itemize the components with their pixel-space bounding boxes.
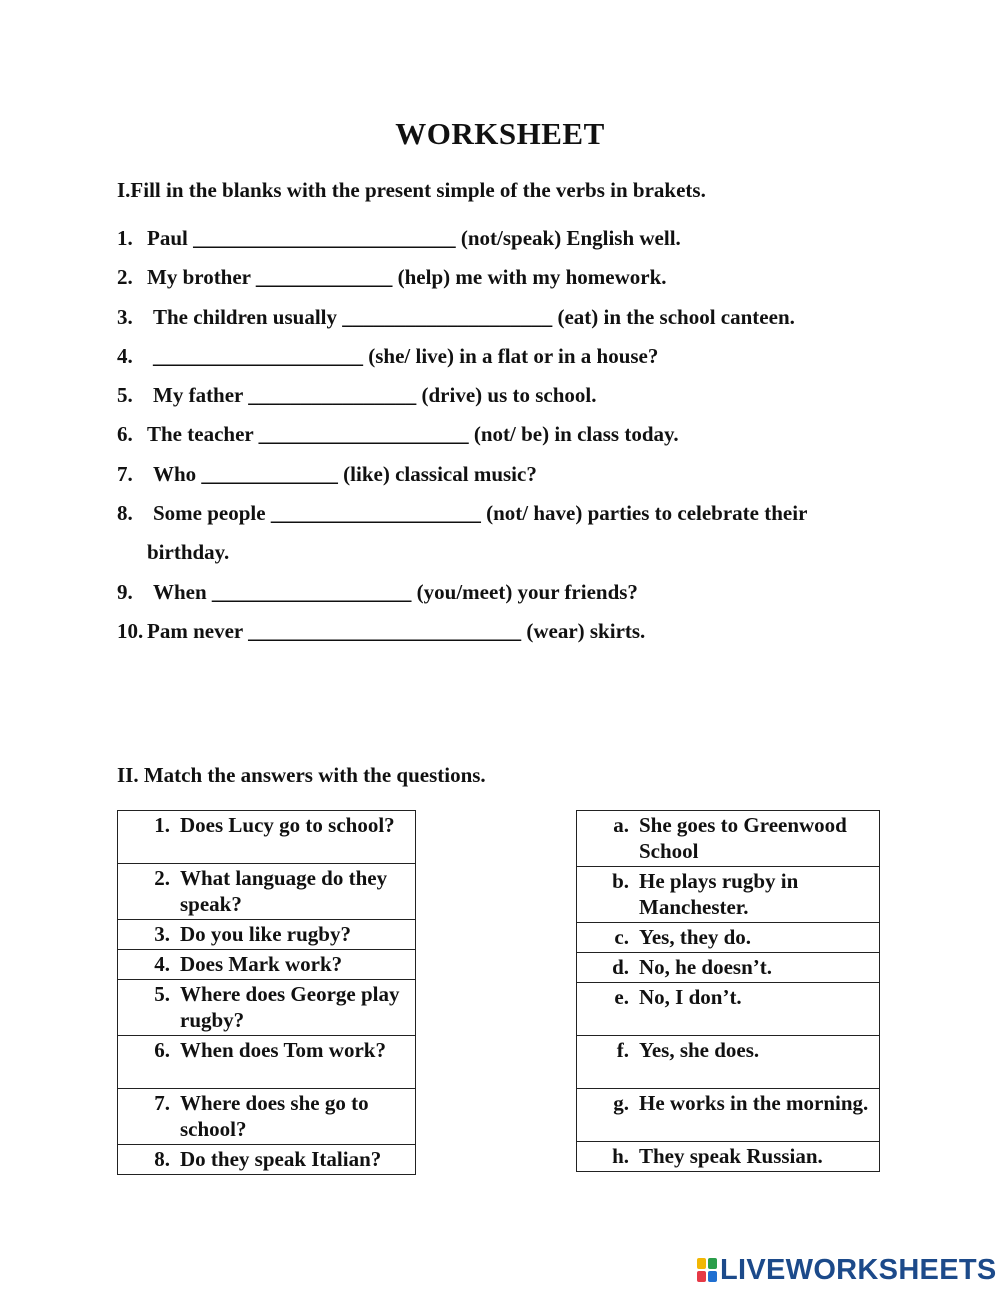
question-text: Do you like rugby?	[180, 922, 351, 946]
table-cell	[577, 1142, 880, 1172]
item-number: 6.	[117, 422, 133, 447]
answer-letter: b.	[612, 869, 629, 893]
table-row	[118, 920, 416, 950]
table-cell	[577, 811, 880, 867]
list-item	[117, 224, 897, 263]
table-row	[118, 1036, 416, 1089]
table-row	[118, 811, 416, 864]
list-item	[117, 460, 897, 499]
table-row	[577, 867, 880, 923]
logo-square	[708, 1258, 717, 1269]
table-row	[118, 950, 416, 980]
table-cell	[118, 950, 416, 980]
table-row	[577, 923, 880, 953]
answer-text: No, he doesn’t.	[639, 955, 773, 979]
question-text: Where does she go to school?	[180, 1091, 369, 1141]
item-continuation: birthday.	[147, 540, 230, 565]
item-text: Paul _________________________ (not/speak) English well.	[147, 226, 681, 250]
question-text: Does Lucy go to school?	[180, 813, 395, 837]
logo-square	[697, 1258, 706, 1269]
list-item	[117, 499, 897, 538]
item-number: 3.	[117, 304, 133, 329]
question-number: 5.	[154, 982, 170, 1006]
table-cell	[577, 867, 880, 923]
question-number: 7.	[154, 1091, 170, 1115]
item-text: The children usually ____________________ (eat) in the school canteen.	[153, 304, 795, 329]
item-number: 9.	[117, 579, 133, 604]
table-row	[577, 811, 880, 867]
item-number: 2.	[117, 265, 133, 290]
table-cell	[118, 920, 416, 950]
table-row	[118, 980, 416, 1036]
table-cell	[577, 1036, 880, 1089]
table-cell	[118, 1089, 416, 1145]
item-text: When ___________________ (you/meet) your friends?	[153, 579, 638, 604]
liveworksheets-logo	[697, 1253, 997, 1287]
table-cell	[118, 811, 416, 864]
answer-text: She goes to Greenwood School	[639, 813, 847, 863]
section1-instruction: I.Fill in the blanks with the present simple of the verbs in brakets.	[117, 178, 706, 202]
answer-text: They speak Russian.	[639, 1144, 823, 1168]
table-cell	[577, 983, 880, 1036]
table-row	[577, 1142, 880, 1172]
item-number: 10.	[117, 618, 144, 643]
list-item	[117, 263, 897, 302]
question-number: 8.	[154, 1147, 170, 1171]
worksheet-title: WORKSHEET	[395, 116, 605, 151]
fill-in-list	[117, 224, 897, 656]
question-text: When does Tom work?	[180, 1038, 386, 1062]
item-number: 1.	[117, 226, 133, 250]
table-cell	[118, 1036, 416, 1089]
table-row	[577, 983, 880, 1036]
answer-letter: g.	[613, 1091, 629, 1115]
item-number: 8.	[117, 501, 133, 526]
item-text: The teacher ____________________ (not/ be) in class today.	[147, 422, 679, 447]
questions-table	[117, 810, 416, 1175]
answer-text: No, I don’t.	[639, 985, 742, 1009]
logo-text: LIVEWORKSHEETS	[720, 1253, 997, 1286]
answer-text: He works in the morning.	[639, 1091, 869, 1115]
question-number: 4.	[154, 952, 170, 976]
table-cell	[118, 980, 416, 1036]
table-cell	[118, 1145, 416, 1175]
logo-square	[708, 1271, 717, 1282]
list-item	[117, 342, 897, 381]
table-cell	[577, 923, 880, 953]
item-text: ____________________ (she/ live) in a flat or in a house?	[153, 343, 659, 368]
logo-square	[697, 1271, 706, 1282]
item-text: Some people ____________________ (not/ have) parties to celebrate their	[153, 501, 808, 526]
table-row	[577, 1089, 880, 1142]
question-number: 1.	[154, 813, 170, 837]
question-text: Where does George play rugby?	[180, 982, 400, 1032]
list-item	[117, 578, 897, 617]
logo-mark-icon	[697, 1258, 717, 1282]
list-item	[117, 420, 897, 459]
question-text: What language do they speak?	[180, 866, 388, 916]
item-text: My father ________________ (drive) us to school.	[153, 383, 597, 408]
table-row	[118, 1145, 416, 1175]
question-text: Do they speak Italian?	[180, 1147, 382, 1171]
item-text: My brother _____________ (help) me with my homework.	[147, 265, 667, 290]
table-cell	[577, 1089, 880, 1142]
answer-text: He plays rugby in Manchester.	[639, 869, 799, 919]
table-row	[118, 1089, 416, 1145]
answer-letter: e.	[614, 985, 629, 1009]
item-number: 4.	[117, 343, 133, 368]
table-cell	[118, 864, 416, 920]
question-number: 2.	[154, 866, 170, 890]
item-number: 7.	[117, 461, 133, 486]
list-item	[117, 303, 897, 342]
item-text: Pam never __________________________ (wear) skirts.	[147, 618, 646, 643]
question-text: Does Mark work?	[180, 952, 343, 976]
answer-letter: c.	[614, 925, 629, 949]
answer-letter: f.	[616, 1038, 629, 1062]
list-item	[117, 381, 897, 420]
table-row	[577, 953, 880, 983]
question-number: 3.	[154, 922, 170, 946]
table-row	[118, 864, 416, 920]
answers-table	[576, 810, 880, 1172]
answer-letter: d.	[612, 955, 629, 979]
list-item	[117, 617, 897, 656]
section2-instruction: II. Match the answers with the questions.	[117, 763, 486, 787]
answer-letter: a.	[613, 813, 629, 837]
table-cell	[577, 953, 880, 983]
answer-text: Yes, they do.	[639, 925, 752, 949]
item-text: Who _____________ (like) classical music?	[153, 461, 537, 486]
table-row	[577, 1036, 880, 1089]
answer-letter: h.	[612, 1144, 629, 1168]
question-number: 6.	[154, 1038, 170, 1062]
answer-text: Yes, she does.	[639, 1038, 760, 1062]
item-number: 5.	[117, 383, 133, 408]
